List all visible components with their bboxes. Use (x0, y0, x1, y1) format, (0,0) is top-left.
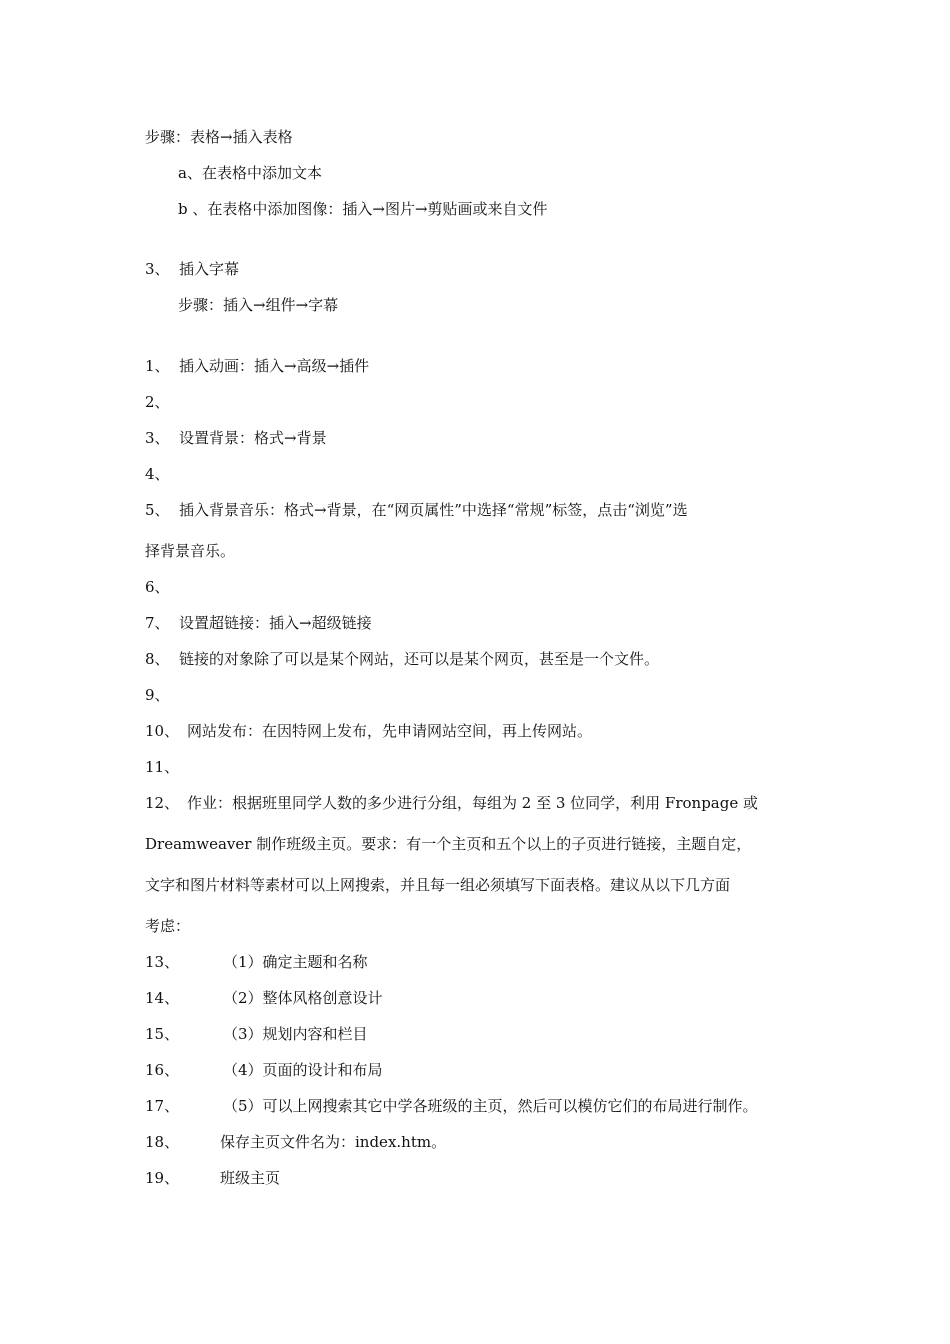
list-number: 17、 (145, 1097, 180, 1115)
list-number: 13、 (145, 953, 180, 971)
list-item-12: 12、 作业：根据班里同学人数的多少进行分组，每组为 2 至 3 位同学，利用 Fronpage 或 (145, 794, 758, 812)
list-item-15: 15、 （3）规划内容和栏目 (145, 1025, 368, 1043)
list-item-7: 7、 设置超链接：插入→超级链接 (145, 614, 372, 632)
list-item-11 (145, 757, 179, 777)
list-item-4 (145, 464, 170, 484)
list-number: 15、 (145, 1025, 180, 1043)
list-item-5: 5、 插入背景音乐：格式→背景，在“网页属性”中选择“常规”标签，点击“浏览”选 (145, 501, 688, 519)
list-number: 3、 (145, 429, 170, 447)
sub-item-b: b 、在表格中添加图像：插入→图片→剪贴画或来自文件 (178, 200, 548, 218)
list-number: 1、 (145, 357, 170, 375)
list-number: 2、 (145, 393, 170, 411)
list-item-17: 17、 （5）可以上网搜索其它中学各班级的主页，然后可以模仿它们的布局进行制作。 (145, 1097, 758, 1115)
step-insert-table: 步骤：表格→插入表格 (145, 128, 293, 146)
list-number: 11、 (145, 758, 180, 776)
list-item-10: 10、 网站发布：在因特网上发布，先申请网站空间，再上传网站。 (145, 722, 593, 740)
list-item-12-continued-1: Dreamweaver 制作班级主页。要求：有一个主页和五个以上的子页进行链接，主题自定， (145, 835, 752, 853)
list-number: 5、 (145, 501, 170, 519)
list-number: 3、 (145, 260, 170, 278)
list-item-12-continued-2: 文字和图片材料等素材可以上网搜索，并且每一组必须填写下面表格。建议从以下几方面 (145, 876, 731, 894)
list-item-18: 18、 保存主页文件名为：index.htm。 (145, 1133, 447, 1151)
list-item-5-continued: 择背景音乐。 (145, 542, 236, 560)
list-number: 9、 (145, 686, 170, 704)
step-insert-marquee: 步骤：插入→组件→字幕 (178, 296, 339, 314)
list-item-16: 16、 （4）页面的设计和布局 (145, 1061, 383, 1079)
list-number: 12、 (145, 794, 180, 812)
list-number: 6、 (145, 578, 170, 596)
list-item-9 (145, 685, 170, 705)
list-number: 8、 (145, 650, 170, 668)
list-item-12-continued-3: 考虑： (145, 917, 191, 935)
list-number: 4、 (145, 465, 170, 483)
list-item-3-background: 3、 设置背景：格式→背景 (145, 429, 327, 447)
list-item-3-marquee: 3、 插入字幕 (145, 260, 240, 278)
list-number: 19、 (145, 1169, 180, 1187)
list-item-13: 13、 （1）确定主题和名称 (145, 953, 368, 971)
list-number: 14、 (145, 989, 180, 1007)
sub-item-a: a、在表格中添加文本 (178, 164, 322, 182)
list-number: 7、 (145, 614, 170, 632)
list-number: 18、 (145, 1133, 180, 1151)
list-number: 16、 (145, 1061, 180, 1079)
list-item-14: 14、 （2）整体风格创意设计 (145, 989, 383, 1007)
list-item-8: 8、 链接的对象除了可以是某个网站，还可以是某个网页，甚至是一个文件。 (145, 650, 660, 668)
list-number: 10、 (145, 722, 180, 740)
list-item-19: 19、 班级主页 (145, 1169, 281, 1187)
list-item-6 (145, 577, 170, 597)
list-item-2 (145, 392, 170, 412)
list-item-1: 1、 插入动画：插入→高级→插件 (145, 357, 370, 375)
